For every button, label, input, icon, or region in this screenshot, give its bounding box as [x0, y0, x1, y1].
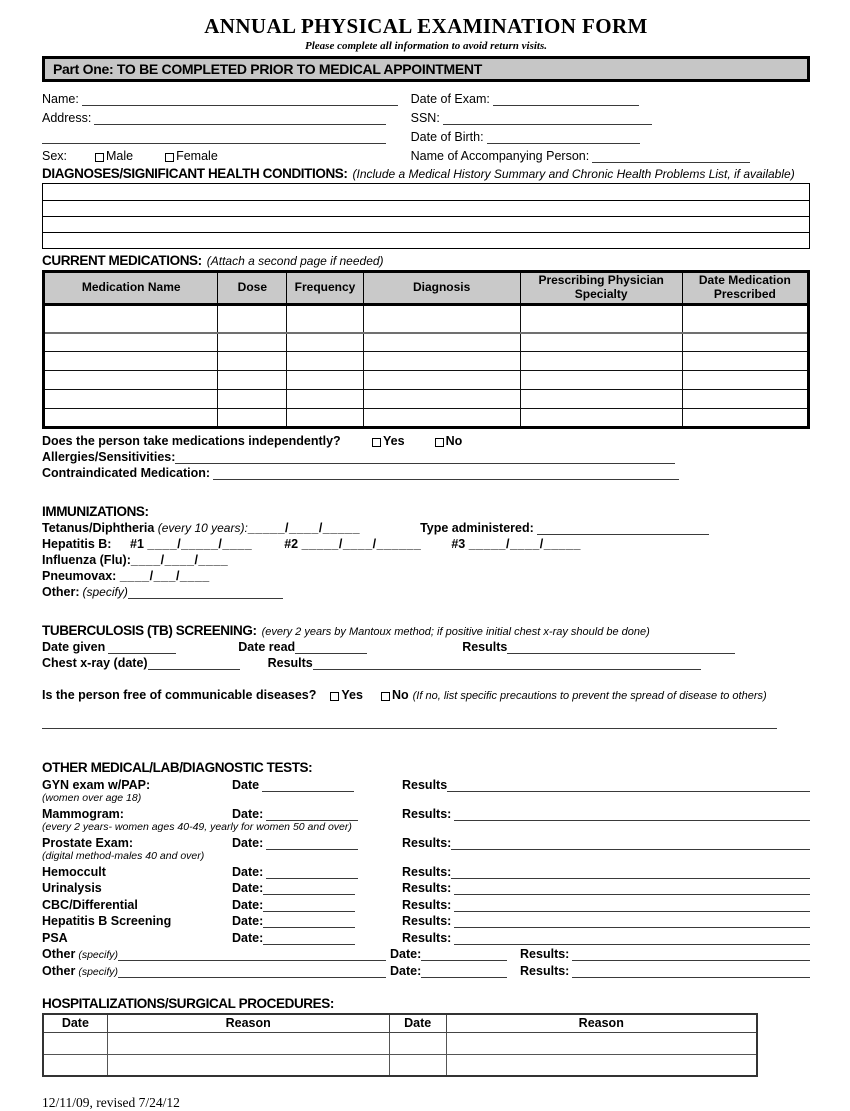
pneumovax-date-line[interactable]: ____/___/____ [119, 569, 210, 583]
other-test-2-specify-input-line[interactable] [118, 965, 386, 978]
influenza-label: Influenza (Flu): [42, 553, 131, 567]
other-test-2-date-label: Date: [390, 963, 422, 978]
sex-label: Sex: [42, 149, 68, 163]
cbc-results-label: Results: [402, 897, 452, 912]
medications-cell[interactable] [44, 333, 218, 352]
medications-section-header: CURRENT MEDICATIONS: [42, 253, 202, 268]
diagnoses-section-header: DIAGNOSES/SIGNIFICANT HEALTH CONDITIONS: [42, 166, 348, 181]
medications-row [44, 409, 809, 428]
other-test-1-results-label: Results: [520, 947, 570, 961]
hemoccult-date-input-line[interactable] [266, 866, 358, 879]
gyn-exam-label: GYN exam w/PAP: [42, 777, 151, 792]
mammogram-results-label: Results: [402, 806, 452, 821]
prostate-exam-label: Prostate Exam: [42, 835, 134, 850]
medications-row [44, 371, 809, 390]
other-test-1-results-input-line[interactable] [572, 948, 810, 961]
psa-date-input-line[interactable] [263, 932, 355, 945]
tb-chest-results-label: Results [267, 656, 313, 670]
pneumovax-label: Pneumovax: [42, 569, 117, 583]
tb-date-read-input-line[interactable] [295, 641, 367, 654]
independent-no-checkbox[interactable] [435, 438, 444, 447]
hepatitis-b-date-input-line[interactable] [263, 915, 355, 928]
other-test-1-note: (specify) [78, 949, 119, 961]
gyn-results-label: Results [402, 777, 448, 792]
communicable-no-label: No [391, 688, 409, 702]
hemoccult-results-input-line[interactable] [451, 866, 810, 879]
gyn-results-input-line[interactable] [447, 779, 810, 792]
type-administered-label: Type administered: [420, 521, 534, 535]
allergies-input-line[interactable] [175, 451, 675, 464]
page-title: ANNUAL PHYSICAL EXAMINATION FORM [204, 14, 648, 38]
address-input-line[interactable] [94, 112, 386, 125]
hepatitis-1-label: #1 [130, 537, 144, 551]
diagnoses-row[interactable] [43, 200, 809, 216]
hemoccult-label: Hemoccult [42, 864, 106, 879]
urinalysis-date-label: Date: [232, 881, 264, 895]
hospitalizations-col-date-2: Date [389, 1014, 446, 1033]
urinalysis-results-label: Results: [402, 881, 452, 895]
hospitalizations-row [43, 1033, 757, 1055]
other-test-1-label: Other [42, 947, 76, 961]
female-checkbox[interactable] [165, 153, 174, 162]
medications-row [44, 390, 809, 409]
cbc-label: CBC/Differential [42, 897, 138, 912]
allergies-label: Allergies/Sensitivities: [42, 450, 176, 464]
accompanying-person-input-line[interactable] [592, 150, 750, 163]
other-test-2-note: (specify) [78, 965, 119, 978]
medications-cell[interactable] [44, 305, 218, 333]
hospitalizations-col-date-1: Date [43, 1014, 107, 1033]
immunizations-section-header: IMMUNIZATIONS: [42, 504, 149, 519]
immunization-other-input-line[interactable] [128, 586, 283, 599]
type-administered-input-line[interactable] [537, 522, 709, 535]
independent-medications-question: Does the person take medications independently? [42, 434, 341, 448]
hospitalizations-table [42, 1013, 758, 1077]
hemoccult-date-label: Date: [232, 864, 264, 879]
medications-row [44, 352, 809, 371]
date-of-birth-input-line[interactable] [487, 131, 640, 144]
diagnoses-row[interactable] [43, 232, 809, 248]
hospitalizations-col-reason-1: Reason [107, 1014, 389, 1033]
psa-results-input-line[interactable] [454, 932, 810, 945]
date-of-exam-label: Date of Exam: [410, 92, 490, 106]
cbc-date-label: Date: [232, 897, 264, 912]
gyn-exam-sub-note: (women over age 18) [42, 791, 142, 804]
tetanus-label: Tetanus/Diphtheria [42, 521, 155, 535]
tetanus-date-line[interactable]: _____/____/_____ [247, 521, 361, 535]
medications-cell[interactable] [44, 371, 218, 390]
patient-info-section [42, 87, 810, 163]
other-test-1-specify-input-line[interactable] [118, 948, 386, 961]
mammogram-sub-note: (every 2 years- women ages 40-49, yearly for women 50 and over) [42, 820, 352, 833]
gyn-date-input-line[interactable] [262, 779, 354, 792]
page-subtitle: Please complete all information to avoid return visits. [305, 40, 547, 52]
ssn-input-line[interactable] [443, 112, 652, 125]
medications-col-frequency: Frequency [287, 272, 364, 305]
name-input-line[interactable] [82, 93, 398, 106]
male-checkbox[interactable] [95, 153, 104, 162]
prostate-date-input-line[interactable] [266, 837, 358, 850]
medications-col-diagnosis: Diagnosis [363, 272, 520, 305]
address-line2-input-line[interactable] [42, 131, 386, 144]
communicable-no-checkbox[interactable] [381, 692, 390, 701]
hepatitis-3-label: #3 [451, 537, 466, 551]
hospitalizations-row [43, 1054, 757, 1076]
diagnoses-table [42, 183, 810, 249]
part-one-header-text: Part One: TO BE COMPLETED PRIOR TO MEDICAL APPOINTMENT [53, 61, 482, 77]
communicable-yes-label: Yes [341, 688, 363, 702]
psa-results-label: Results: [402, 930, 452, 945]
hepatitis-2-label: #2 [284, 537, 299, 551]
hepatitis-b-screening-label: Hepatitis B Screening [42, 914, 172, 928]
diagnoses-row[interactable] [43, 184, 809, 200]
medications-cell[interactable] [44, 390, 218, 409]
tb-chest-xray-date-input-line[interactable] [148, 657, 240, 670]
hospitalizations-col-reason-2: Reason [446, 1014, 757, 1033]
tb-date-given-input-line[interactable] [108, 641, 176, 654]
name-label: Name: [42, 92, 79, 106]
tb-date-given-label: Date given [42, 640, 106, 654]
medications-col-date-prescribed: Date Medication Prescribed [682, 272, 808, 305]
mammogram-date-input-line[interactable] [266, 808, 358, 821]
gyn-date-label: Date [232, 777, 260, 792]
urinalysis-label: Urinalysis [42, 881, 102, 895]
hepatitis-b-results-label: Results: [402, 914, 452, 928]
medications-cell[interactable] [44, 352, 218, 371]
hospitalizations-header-row [43, 1014, 757, 1033]
other-test-2-label: Other [42, 963, 76, 978]
date-of-birth-label: Date of Birth: [410, 130, 484, 144]
address-label: Address: [42, 111, 92, 125]
mammogram-label: Mammogram: [42, 806, 124, 821]
hepatitis-b-date-label: Date: [232, 914, 264, 928]
communicable-question-note: (If no, list specific precautions to prevent the spread of disease to others) [412, 690, 767, 702]
urinalysis-results-input-line[interactable] [454, 882, 810, 895]
psa-label: PSA [42, 930, 68, 945]
hepatitis-1-date-line[interactable]: ____/_____/____ [147, 537, 253, 551]
diagnoses-row[interactable] [43, 216, 809, 232]
hemoccult-results-label: Results: [402, 864, 452, 879]
tb-section-header: TUBERCULOSIS (TB) SCREENING: [42, 623, 257, 638]
immunization-other-label: Other: [42, 585, 80, 599]
medications-col-name: Medication Name [44, 272, 218, 305]
mammogram-results-input-line[interactable] [454, 808, 810, 821]
tb-results-label: Results [462, 640, 508, 654]
influenza-date-line[interactable]: ____/____/____ [130, 553, 229, 567]
independent-no-label: No [445, 434, 463, 448]
other-test-2-results-label: Results: [520, 963, 570, 978]
medications-row [44, 333, 809, 352]
tb-date-read-label: Date read [238, 640, 296, 654]
medications-col-physician: Prescribing Physician Specialty [520, 272, 682, 305]
date-of-exam-input-line[interactable] [493, 93, 639, 106]
hepatitis-b-results-input-line[interactable] [454, 915, 810, 928]
contraindicated-input-line[interactable] [213, 467, 679, 480]
tb-section-note: (every 2 years by Mantoux method; if positive initial chest x-ray should be done) [261, 626, 650, 638]
diagnoses-section-note: (Include a Medical History Summary and Chronic Health Problems List, if available) [352, 167, 795, 181]
male-label: Male [106, 149, 134, 163]
hepatitis-label: Hepatitis B: [42, 537, 112, 551]
tb-results-input-line[interactable] [507, 641, 735, 654]
medications-col-dose: Dose [218, 272, 287, 305]
ssn-label: SSN: [410, 111, 440, 125]
prostate-exam-sub-note: (digital method-males 40 and over) [42, 849, 205, 862]
medications-section-note: (Attach a second page if needed) [206, 254, 384, 268]
medications-table [42, 270, 810, 429]
accompanying-person-label: Name of Accompanying Person: [410, 149, 590, 163]
other-test-1-date-label: Date: [390, 947, 422, 961]
communicable-precautions-input-line[interactable] [42, 716, 777, 729]
immunization-other-note: (specify) [82, 585, 128, 599]
other-test-1-date-input-line[interactable] [421, 948, 507, 961]
prostate-results-label: Results: [402, 835, 452, 850]
female-label: Female [176, 149, 218, 163]
other-tests-section-header: OTHER MEDICAL/LAB/DIAGNOSTIC TESTS: [42, 760, 313, 775]
cbc-results-input-line[interactable] [454, 899, 810, 912]
prostate-date-label: Date: [232, 835, 264, 850]
hepatitis-3-date-line[interactable]: _____/____/_____ [468, 537, 582, 551]
mammogram-date-label: Date: [232, 806, 264, 821]
hepatitis-2-date-line[interactable]: _____/____/______ [301, 537, 422, 551]
other-test-2-date-input-line[interactable] [421, 965, 507, 978]
psa-date-label: Date: [232, 930, 264, 945]
communicable-yes-checkbox[interactable] [330, 692, 339, 701]
contraindicated-label: Contraindicated Medication: [42, 466, 211, 480]
independent-yes-checkbox[interactable] [372, 438, 381, 447]
hospitalizations-cell[interactable] [43, 1033, 107, 1055]
independent-yes-label: Yes [383, 434, 405, 448]
other-test-2-results-input-line[interactable] [572, 965, 810, 978]
medications-row [44, 305, 809, 333]
revision-date-footer: 12/11/09, revised 7/24/12 [42, 1094, 180, 1110]
cbc-date-input-line[interactable] [263, 899, 355, 912]
medications-header-row [44, 272, 809, 305]
prostate-results-input-line[interactable] [451, 837, 810, 850]
tetanus-note: (every 10 years): [157, 521, 248, 535]
part-one-header-bar [42, 56, 810, 82]
urinalysis-date-input-line[interactable] [263, 882, 355, 895]
tb-chest-results-input-line[interactable] [313, 657, 701, 670]
communicable-question: Is the person free of communicable diseases? [42, 688, 317, 702]
hospitalizations-section-header: HOSPITALIZATIONS/SURGICAL PROCEDURES: [42, 995, 334, 1011]
medications-cell[interactable] [44, 409, 218, 428]
tb-chest-xray-label: Chest x-ray (date) [42, 656, 148, 670]
hospitalizations-cell[interactable] [43, 1054, 107, 1076]
